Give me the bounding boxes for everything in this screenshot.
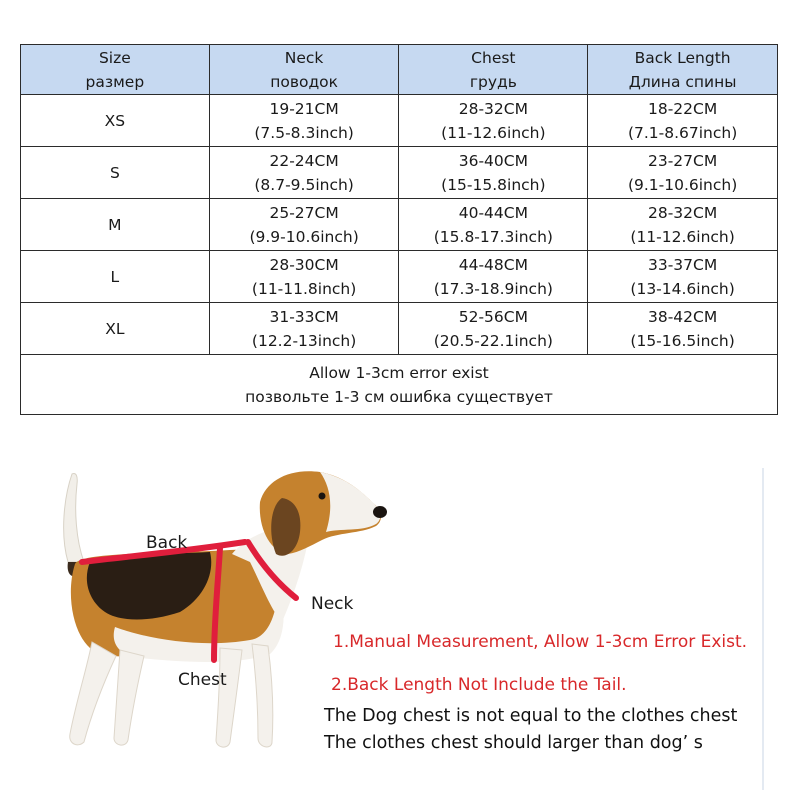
back-cm: 23-27CM [647,152,718,170]
back-cell [588,199,778,251]
header-neck [209,45,399,95]
back-inch: (9.1-10.6inch) [627,176,738,194]
neck-cm: 31-33CM [269,308,339,326]
back-cm: 38-42CM [647,308,718,326]
error-note-cell [21,355,778,415]
chest-cell [399,199,588,251]
neck-cell [209,147,399,199]
header-chest [399,45,588,95]
back-inch: (7.1-8.67inch) [627,124,738,142]
back-cell [588,251,778,303]
back-cm: 28-32CM [647,204,718,222]
back-cell [588,303,778,355]
neck-inch: (12.2-13inch) [251,332,357,350]
back-cm: 18-22CM [647,100,718,118]
chest-cell [399,303,588,355]
label-back: Back [146,533,188,553]
chest-cm: 44-48CM [458,256,528,274]
neck-cm: 19-21CM [269,100,339,118]
back-cm: 33-37CM [647,256,718,274]
table-row [21,95,778,147]
back-cell [588,147,778,199]
note-manual-measurement: 1.Manual Measurement, Allow 1-3cm Error Exist. [333,632,748,652]
chest-inch: (15.8-17.3inch) [433,228,553,246]
back-inch: (13-14.6inch) [630,280,735,298]
table-header-row [21,45,778,95]
chest-cell [399,147,588,199]
table-row [21,251,778,303]
header-size [21,45,210,95]
neck-cm: 22-24CM [269,152,339,170]
header-chest-ru: грудь [469,73,517,91]
neck-cm: 28-30CM [269,256,339,274]
neck-cell [209,303,399,355]
neck-cell [209,199,399,251]
neck-inch: (8.7-9.5inch) [254,176,354,194]
size-cell: L [21,251,210,303]
back-inch: (11-12.6inch) [630,228,735,246]
chest-inch: (20.5-22.1inch) [433,332,553,350]
size-cell: XS [21,95,210,147]
note-chest-not-equal: The Dog chest is not equal to the clothes chest [324,706,738,726]
chest-cm: 52-56CM [458,308,528,326]
header-neck-ru: поводок [270,73,339,91]
neck-inch: (7.5-8.3inch) [254,124,354,142]
size-cell: XL [21,303,210,355]
back-cell [588,95,778,147]
label-chest: Chest [178,670,227,690]
error-note-ru: позвольте 1-3 см ошибка существует [245,388,553,406]
header-neck-en: Neck [284,49,324,67]
header-back-en: Back Length [634,49,731,67]
error-note-en: Allow 1-3cm error exist [309,364,489,382]
header-size-ru: размер [85,73,145,91]
chest-cell [399,251,588,303]
header-back-length [588,45,778,95]
table-row [21,303,778,355]
divider-line [762,468,764,790]
size-cell: M [21,199,210,251]
header-size-en: Size [98,49,131,67]
neck-inch: (11-11.8inch) [251,280,357,298]
table-note-row [21,355,778,415]
neck-cm: 25-27CM [269,204,339,222]
table-row [21,147,778,199]
note-back-length: 2.Back Length Not Include the Tail. [331,675,627,695]
label-neck: Neck [311,594,354,614]
note-chest-larger: The clothes chest should larger than dog’ s [324,733,703,753]
chest-cm: 36-40CM [458,152,528,170]
chest-inch: (17.3-18.9inch) [433,280,553,298]
header-chest-en: Chest [471,49,516,67]
neck-cell [209,95,399,147]
neck-cell [209,251,399,303]
size-cell: S [21,147,210,199]
back-inch: (15-16.5inch) [630,332,735,350]
chest-cm: 40-44CM [458,204,528,222]
neck-inch: (9.9-10.6inch) [249,228,359,246]
chest-inch: (15-15.8inch) [441,176,546,194]
chest-cm: 28-32CM [458,100,528,118]
table-row [21,199,778,251]
chest-inch: (11-12.6inch) [441,124,546,142]
size-chart-table [20,44,778,415]
header-back-ru: Длина спины [628,73,737,91]
chest-cell [399,95,588,147]
